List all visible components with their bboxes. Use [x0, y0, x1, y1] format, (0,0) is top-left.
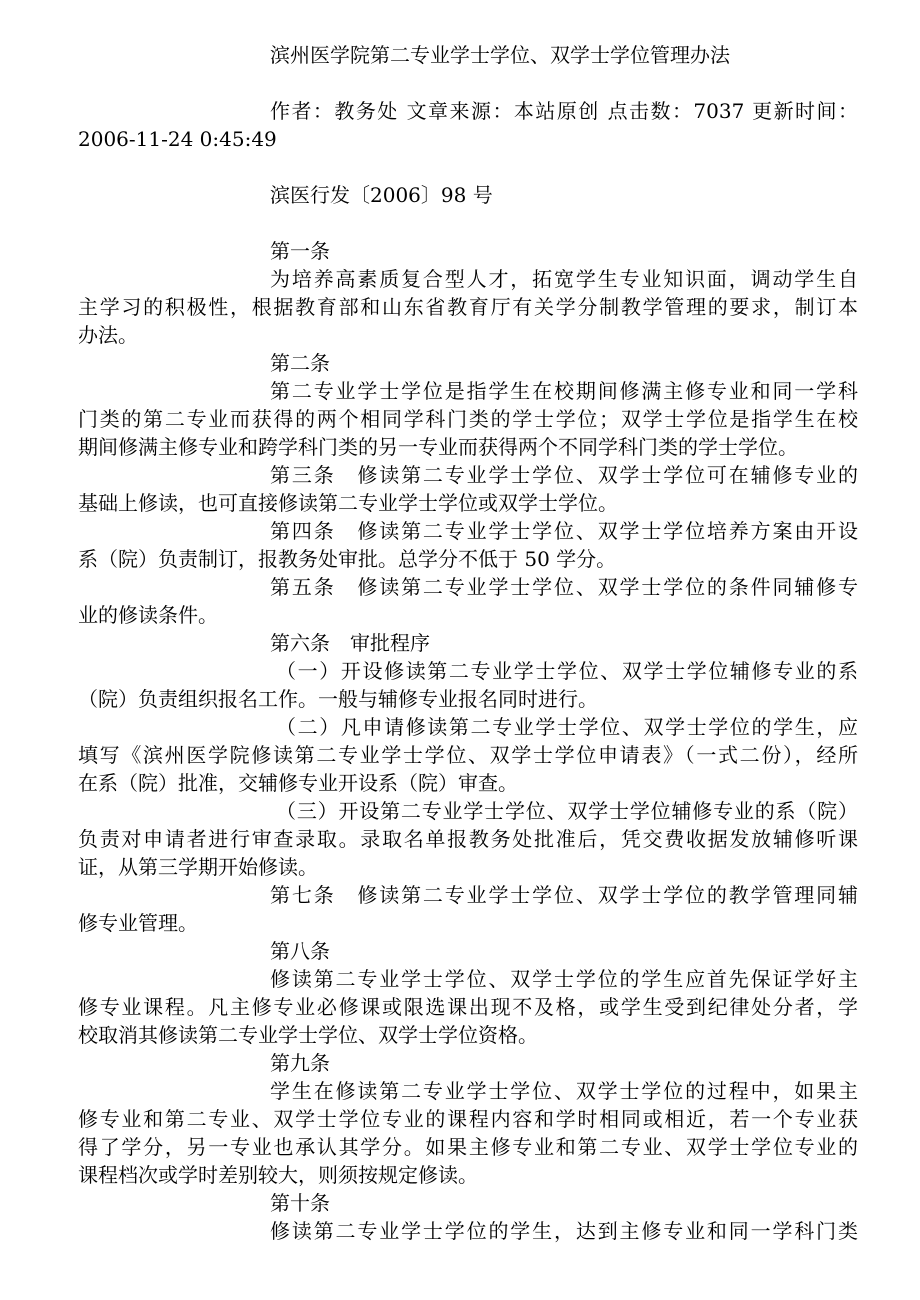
body-line: 主学习的积极性，根据教育部和山东省教育厅有关学分制教学管理的要求，制订本 [78, 295, 858, 319]
body-line: 得了学分，另一专业也承认其学分。如果主修专业和第二专业、双学士学位专业的 [78, 1135, 858, 1159]
body-line: 学生在修读第二专业学士学位、双学士学位的过程中，如果主 [270, 1079, 858, 1103]
body-line: 修读第二专业学士学位的学生，达到主修专业和同一学科门类 [270, 1219, 858, 1243]
body-line: 期间修满主修专业和跨学科门类的另一专业而获得两个不同学科门类的学士学位。 [78, 435, 798, 459]
document-number: 滨医行发〔2006〕98 号 [270, 183, 493, 207]
body-line: 填写《滨州医学院修读第二专业学士学位、双学士学位申请表》（一式二份），经所 [78, 743, 858, 767]
body-line: 第二专业学士学位是指学生在校期间修满主修专业和同一学科 [270, 379, 858, 403]
body-line: 证，从第三学期开始修读。 [78, 855, 318, 879]
body-line: 办法。 [78, 323, 138, 347]
body-line: 修专业和第二专业、双学士学位专业的课程内容和学时相同或相近，若一个专业获 [78, 1107, 858, 1131]
body-line: 第四条 修读第二专业学士学位、双学士学位培养方案由开设 [270, 519, 858, 543]
body-line: 基础上修读，也可直接修读第二专业学士学位或双学士学位。 [78, 491, 618, 515]
article-heading: 第十条 [270, 1191, 330, 1215]
body-line: 课程档次或学时差别较大，则须按规定修读。 [78, 1163, 478, 1187]
body-line: 第三条 修读第二专业学士学位、双学士学位可在辅修专业的 [270, 463, 858, 487]
article-heading: 第九条 [270, 1051, 330, 1075]
body-line: 业的修读条件。 [78, 603, 218, 627]
body-line: 修专业管理。 [78, 911, 198, 935]
body-line: （二）凡申请修读第二专业学士学位、双学士学位的学生，应 [276, 715, 858, 739]
body-line: （院）负责组织报名工作。一般与辅修专业报名同时进行。 [78, 687, 598, 711]
body-line: 修专业课程。凡主修专业必修课或限选课出现不及格，或学生受到纪律处分者，学 [78, 995, 858, 1019]
article-heading: 第二条 [270, 351, 330, 375]
body-line: 校取消其修读第二专业学士学位、双学士学位资格。 [78, 1023, 538, 1047]
body-line: 在系（院）批准，交辅修专业开设系（院）审查。 [78, 771, 518, 795]
body-line: 系（院）负责制订，报教务处审批。总学分不低于 50 学分。 [78, 547, 617, 571]
document-title: 滨州医学院第二专业学士学位、双学士学位管理办法 [270, 43, 730, 67]
body-line: 为培养高素质复合型人才，拓宽学生专业知识面，调动学生自 [270, 267, 858, 291]
body-line: 负责对申请者进行审查录取。录取名单报教务处批准后，凭交费收据发放辅修听课 [78, 827, 858, 851]
article-heading: 第六条 审批程序 [270, 631, 430, 655]
body-line: （三）开设第二专业学士学位、双学士学位辅修专业的系（院） [276, 799, 858, 823]
body-line: 修读第二专业学士学位、双学士学位的学生应首先保证学好主 [270, 967, 858, 991]
meta-timestamp: 2006-11-24 0:45:49 [78, 127, 277, 151]
body-line: 第七条 修读第二专业学士学位、双学士学位的教学管理同辅 [270, 883, 858, 907]
meta-line: 作者：教务处 文章来源：本站原创 点击数：7037 更新时间： [270, 99, 858, 123]
article-heading: 第一条 [270, 239, 330, 263]
article-heading: 第八条 [270, 939, 330, 963]
body-line: 第五条 修读第二专业学士学位、双学士学位的条件同辅修专 [270, 575, 858, 599]
body-line: （一）开设修读第二专业学士学位、双学士学位辅修专业的系 [276, 659, 858, 683]
body-line: 门类的第二专业而获得的两个相同学科门类的学士学位；双学士学位是指学生在校 [78, 407, 858, 431]
